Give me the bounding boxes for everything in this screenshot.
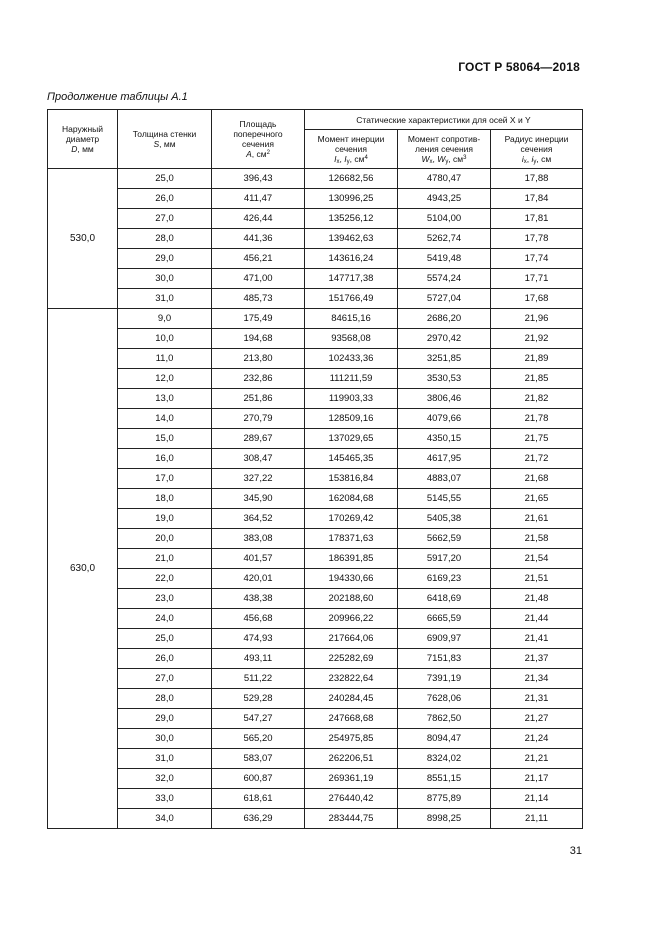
wall-thickness-cell: 19,0: [118, 509, 212, 529]
area-cell: 401,57: [212, 549, 305, 569]
moment-of-inertia-cell: 178371,63: [305, 529, 398, 549]
moment-of-inertia-cell: 102433,36: [305, 349, 398, 369]
wall-thickness-cell: 12,0: [118, 369, 212, 389]
moment-of-inertia-cell: 151766,49: [305, 289, 398, 309]
table-row: [48, 529, 583, 549]
section-modulus-cell: 4883,07: [398, 469, 491, 489]
radius-of-gyration-cell: 21,72: [491, 449, 583, 469]
radius-of-gyration-cell: 17,68: [491, 289, 583, 309]
radius-of-gyration-cell: 17,78: [491, 229, 583, 249]
moment-of-inertia-cell: 194330,66: [305, 569, 398, 589]
wall-thickness-cell: 25,0: [118, 169, 212, 189]
moment-of-inertia-cell: 111211,59: [305, 369, 398, 389]
moment-of-inertia-cell: 186391,85: [305, 549, 398, 569]
table-row: [48, 449, 583, 469]
moment-of-inertia-cell: 119903,33: [305, 389, 398, 409]
wall-thickness-cell: 30,0: [118, 729, 212, 749]
area-cell: 289,67: [212, 429, 305, 449]
moment-of-inertia-cell: 247668,68: [305, 709, 398, 729]
radius-of-gyration-cell: 17,84: [491, 189, 583, 209]
radius-of-gyration-cell: 21,61: [491, 509, 583, 529]
moment-of-inertia-cell: 139462,63: [305, 229, 398, 249]
wall-thickness-cell: 29,0: [118, 709, 212, 729]
section-modulus-cell: 2970,42: [398, 329, 491, 349]
radius-of-gyration-cell: 21,44: [491, 609, 583, 629]
radius-of-gyration-cell: 17,74: [491, 249, 583, 269]
moment-of-inertia-cell: 143616,24: [305, 249, 398, 269]
radius-of-gyration-cell: 21,58: [491, 529, 583, 549]
area-cell: 474,93: [212, 629, 305, 649]
section-modulus-cell: 8775,89: [398, 789, 491, 809]
section-modulus-cell: 3251,85: [398, 349, 491, 369]
moment-of-inertia-cell: 137029,65: [305, 429, 398, 449]
table-row: [48, 169, 583, 189]
radius-of-gyration-cell: 21,75: [491, 429, 583, 449]
section-modulus-cell: 3530,53: [398, 369, 491, 389]
area-cell: 547,27: [212, 709, 305, 729]
moment-of-inertia-cell: 128509,16: [305, 409, 398, 429]
section-modulus-cell: 6418,69: [398, 589, 491, 609]
wall-thickness-cell: 27,0: [118, 209, 212, 229]
moment-of-inertia-cell: 262206,51: [305, 749, 398, 769]
column-header-diameter: Наружный диаметр D, мм: [48, 110, 118, 169]
area-cell: 456,68: [212, 609, 305, 629]
area-cell: 471,00: [212, 269, 305, 289]
wall-thickness-cell: 21,0: [118, 549, 212, 569]
wall-thickness-cell: 27,0: [118, 669, 212, 689]
area-cell: 327,22: [212, 469, 305, 489]
wall-thickness-cell: 9,0: [118, 309, 212, 329]
table-row: [48, 329, 583, 349]
wall-thickness-cell: 26,0: [118, 189, 212, 209]
moment-of-inertia-cell: 170269,42: [305, 509, 398, 529]
moment-of-inertia-cell: 240284,45: [305, 689, 398, 709]
radius-of-gyration-cell: 21,89: [491, 349, 583, 369]
wall-thickness-cell: 31,0: [118, 749, 212, 769]
radius-of-gyration-cell: 21,48: [491, 589, 583, 609]
section-modulus-cell: 8094,47: [398, 729, 491, 749]
moment-of-inertia-cell: 135256,12: [305, 209, 398, 229]
moment-of-inertia-cell: 130996,25: [305, 189, 398, 209]
section-modulus-cell: 7391,19: [398, 669, 491, 689]
radius-of-gyration-cell: 21,34: [491, 669, 583, 689]
section-modulus-cell: 8324,02: [398, 749, 491, 769]
area-cell: 529,28: [212, 689, 305, 709]
wall-thickness-cell: 14,0: [118, 409, 212, 429]
area-cell: 420,01: [212, 569, 305, 589]
outer-diameter-cell: 530,0: [48, 169, 118, 309]
section-modulus-cell: 6665,59: [398, 609, 491, 629]
column-header-area: Площадь поперечного сечения A, $см^2$: [212, 110, 305, 169]
radius-of-gyration-cell: 21,37: [491, 649, 583, 669]
table-row: [48, 409, 583, 429]
area-cell: 456,21: [212, 249, 305, 269]
moment-of-inertia-cell: 225282,69: [305, 649, 398, 669]
table-caption: Продолжение таблицы А.1: [47, 91, 188, 103]
section-modulus-cell: 5145,55: [398, 489, 491, 509]
wall-thickness-cell: 30,0: [118, 269, 212, 289]
table-row: [48, 669, 583, 689]
section-modulus-cell: 5262,74: [398, 229, 491, 249]
section-modulus-cell: 8998,25: [398, 809, 491, 829]
area-cell: 364,52: [212, 509, 305, 529]
wall-thickness-cell: 13,0: [118, 389, 212, 409]
section-properties-table: [47, 109, 583, 829]
section-modulus-cell: 6169,23: [398, 569, 491, 589]
column-group-static-characteristics: Статические характеристики для осей X и Y: [305, 110, 583, 130]
table-row: [48, 269, 583, 289]
radius-of-gyration-cell: 21,96: [491, 309, 583, 329]
section-modulus-cell: 3806,46: [398, 389, 491, 409]
section-modulus-cell: 8551,15: [398, 769, 491, 789]
radius-of-gyration-cell: 21,24: [491, 729, 583, 749]
area-cell: 213,80: [212, 349, 305, 369]
table-row: [48, 289, 583, 309]
section-modulus-cell: 7151,83: [398, 649, 491, 669]
wall-thickness-cell: 23,0: [118, 589, 212, 609]
wall-thickness-cell: 11,0: [118, 349, 212, 369]
table-row: [48, 809, 583, 829]
radius-of-gyration-cell: 21,85: [491, 369, 583, 389]
table-row: [48, 729, 583, 749]
section-modulus-cell: 5727,04: [398, 289, 491, 309]
moment-of-inertia-cell: 217664,06: [305, 629, 398, 649]
wall-thickness-cell: 25,0: [118, 629, 212, 649]
radius-of-gyration-cell: 17,71: [491, 269, 583, 289]
table-row: [48, 789, 583, 809]
moment-of-inertia-cell: 283444,75: [305, 809, 398, 829]
area-cell: 175,49: [212, 309, 305, 329]
moment-of-inertia-cell: 269361,19: [305, 769, 398, 789]
section-modulus-cell: 4943,25: [398, 189, 491, 209]
radius-of-gyration-cell: 21,54: [491, 549, 583, 569]
section-modulus-cell: 2686,20: [398, 309, 491, 329]
area-cell: 194,68: [212, 329, 305, 349]
area-cell: 441,36: [212, 229, 305, 249]
radius-of-gyration-cell: 21,78: [491, 409, 583, 429]
area-cell: 308,47: [212, 449, 305, 469]
section-modulus-cell: 5405,38: [398, 509, 491, 529]
wall-thickness-cell: 33,0: [118, 789, 212, 809]
radius-of-gyration-cell: 21,11: [491, 809, 583, 829]
radius-of-gyration-cell: 21,51: [491, 569, 583, 589]
area-cell: 345,90: [212, 489, 305, 509]
area-cell: 600,87: [212, 769, 305, 789]
table-row: [48, 369, 583, 389]
section-modulus-cell: 5419,48: [398, 249, 491, 269]
table-row: [48, 649, 583, 669]
section-modulus-cell: 4780,47: [398, 169, 491, 189]
radius-of-gyration-cell: 21,17: [491, 769, 583, 789]
section-modulus-cell: 5104,00: [398, 209, 491, 229]
table-row: [48, 429, 583, 449]
area-cell: 411,47: [212, 189, 305, 209]
table-row: [48, 349, 583, 369]
table-row: [48, 509, 583, 529]
area-cell: 565,20: [212, 729, 305, 749]
area-cell: 485,73: [212, 289, 305, 309]
outer-diameter-cell: 630,0: [48, 309, 118, 829]
moment-of-inertia-cell: 93568,08: [305, 329, 398, 349]
moment-of-inertia-cell: 209966,22: [305, 609, 398, 629]
column-header-section-modulus: Момент сопротив- ления сечения $W_x$, $W_y$, $см^3$: [398, 130, 491, 169]
radius-of-gyration-cell: 21,92: [491, 329, 583, 349]
section-modulus-cell: 4617,95: [398, 449, 491, 469]
moment-of-inertia-cell: 254975,85: [305, 729, 398, 749]
area-cell: 493,11: [212, 649, 305, 669]
area-cell: 511,22: [212, 669, 305, 689]
area-cell: 270,79: [212, 409, 305, 429]
moment-of-inertia-cell: 145465,35: [305, 449, 398, 469]
radius-of-gyration-cell: 21,82: [491, 389, 583, 409]
table-row: [48, 229, 583, 249]
column-header-moment-of-inertia: Момент инерции сечения $I_x$, $I_y$, $см^4$: [305, 130, 398, 169]
radius-of-gyration-cell: 21,21: [491, 749, 583, 769]
wall-thickness-cell: 24,0: [118, 609, 212, 629]
moment-of-inertia-cell: 162084,68: [305, 489, 398, 509]
area-cell: 232,86: [212, 369, 305, 389]
moment-of-inertia-cell: 153816,84: [305, 469, 398, 489]
wall-thickness-cell: 32,0: [118, 769, 212, 789]
table-row: [48, 469, 583, 489]
wall-thickness-cell: 10,0: [118, 329, 212, 349]
section-modulus-cell: 5574,24: [398, 269, 491, 289]
table-row: [48, 629, 583, 649]
section-modulus-cell: 7862,50: [398, 709, 491, 729]
area-cell: 583,07: [212, 749, 305, 769]
wall-thickness-cell: 28,0: [118, 689, 212, 709]
moment-of-inertia-cell: 202188,60: [305, 589, 398, 609]
radius-of-gyration-cell: 21,68: [491, 469, 583, 489]
table-row: [48, 209, 583, 229]
section-modulus-cell: 6909,97: [398, 629, 491, 649]
wall-thickness-cell: 31,0: [118, 289, 212, 309]
area-cell: 383,08: [212, 529, 305, 549]
wall-thickness-cell: 26,0: [118, 649, 212, 669]
radius-of-gyration-cell: 21,41: [491, 629, 583, 649]
moment-of-inertia-cell: 147717,38: [305, 269, 398, 289]
table-row: [48, 709, 583, 729]
area-cell: 396,43: [212, 169, 305, 189]
table-row: [48, 589, 583, 609]
radius-of-gyration-cell: 21,31: [491, 689, 583, 709]
table-row: [48, 489, 583, 509]
radius-of-gyration-cell: 21,27: [491, 709, 583, 729]
page-number: 31: [569, 845, 582, 857]
table-row: [48, 689, 583, 709]
section-modulus-cell: 5662,59: [398, 529, 491, 549]
wall-thickness-cell: 18,0: [118, 489, 212, 509]
wall-thickness-cell: 20,0: [118, 529, 212, 549]
table-row: [48, 569, 583, 589]
table-row: [48, 609, 583, 629]
wall-thickness-cell: 17,0: [118, 469, 212, 489]
wall-thickness-cell: 15,0: [118, 429, 212, 449]
moment-of-inertia-cell: 232822,64: [305, 669, 398, 689]
area-cell: 251,86: [212, 389, 305, 409]
section-modulus-cell: 4350,15: [398, 429, 491, 449]
radius-of-gyration-cell: 21,14: [491, 789, 583, 809]
radius-of-gyration-cell: 21,65: [491, 489, 583, 509]
radius-of-gyration-cell: 17,88: [491, 169, 583, 189]
table-row: [48, 749, 583, 769]
table-body: [48, 169, 583, 829]
table-row: [48, 549, 583, 569]
moment-of-inertia-cell: 84615,16: [305, 309, 398, 329]
moment-of-inertia-cell: 126682,56: [305, 169, 398, 189]
table-row: [48, 769, 583, 789]
moment-of-inertia-cell: 276440,42: [305, 789, 398, 809]
radius-of-gyration-cell: 17,81: [491, 209, 583, 229]
section-modulus-cell: 7628,06: [398, 689, 491, 709]
wall-thickness-cell: 34,0: [118, 809, 212, 829]
table-row: [48, 389, 583, 409]
section-modulus-cell: 5917,20: [398, 549, 491, 569]
document-code: ГОСТ Р 58064—2018: [458, 60, 580, 74]
column-header-radius-of-gyration: Радиус инерции сечения $i_x$, $i_y$, см: [491, 130, 583, 169]
table-row: [48, 189, 583, 209]
table-row: [48, 309, 583, 329]
wall-thickness-cell: 16,0: [118, 449, 212, 469]
wall-thickness-cell: 22,0: [118, 569, 212, 589]
wall-thickness-cell: 28,0: [118, 229, 212, 249]
wall-thickness-cell: 29,0: [118, 249, 212, 269]
table-row: [48, 249, 583, 269]
area-cell: 618,61: [212, 789, 305, 809]
area-cell: 438,38: [212, 589, 305, 609]
section-modulus-cell: 4079,66: [398, 409, 491, 429]
area-cell: 426,44: [212, 209, 305, 229]
area-cell: 636,29: [212, 809, 305, 829]
column-header-thickness: Толщина стенки S, мм: [118, 110, 212, 169]
